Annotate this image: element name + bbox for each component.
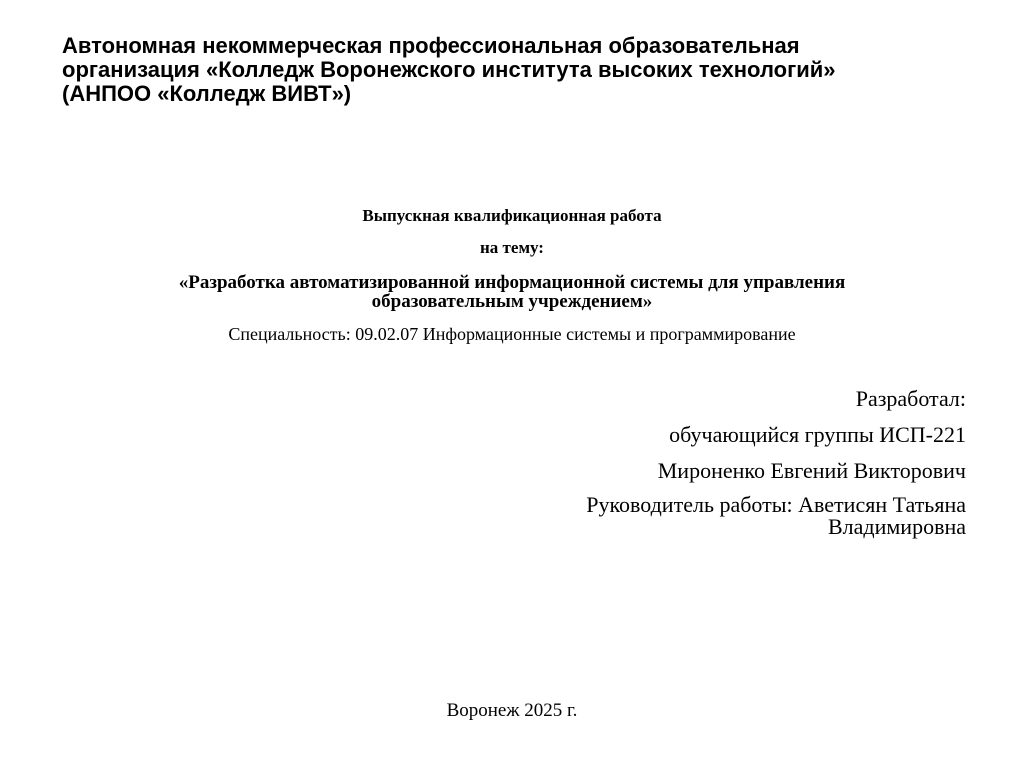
student-group: обучающийся группы ИСП-221 [669, 422, 966, 447]
org-line-2: организация «Колледж Воронежского института высоких технологий» [62, 57, 836, 82]
city-year: Воронеж 2025 г. [446, 700, 578, 721]
org-line-1: Автономная некоммерческая профессиональная образовательная [62, 33, 800, 58]
supervisor-line-2: Владимировна [827, 514, 966, 539]
org-line-3: (АНПОО «Колледж ВИВТ») [62, 81, 352, 106]
organization-header [62, 34, 962, 106]
student-name: Мироненко Евгений Викторович [657, 458, 966, 483]
work-title: Выпускная квалификационная работа [362, 206, 662, 225]
specialty: Специальность: 09.02.07 Информационные системы и программирование [228, 324, 796, 344]
author-block [466, 386, 966, 548]
supervisor [466, 494, 966, 538]
work-topic [0, 273, 1024, 311]
topic-label: на тему: [480, 238, 544, 257]
topic-line-1: «Разработка автоматизированной информационной системы для управления [178, 272, 846, 293]
developed-label: Разработал: [855, 386, 966, 411]
topic-line-2: образовательным учреждением» [371, 291, 653, 312]
supervisor-line-1: Руководитель работы: Аветисян Татьяна [586, 492, 966, 517]
